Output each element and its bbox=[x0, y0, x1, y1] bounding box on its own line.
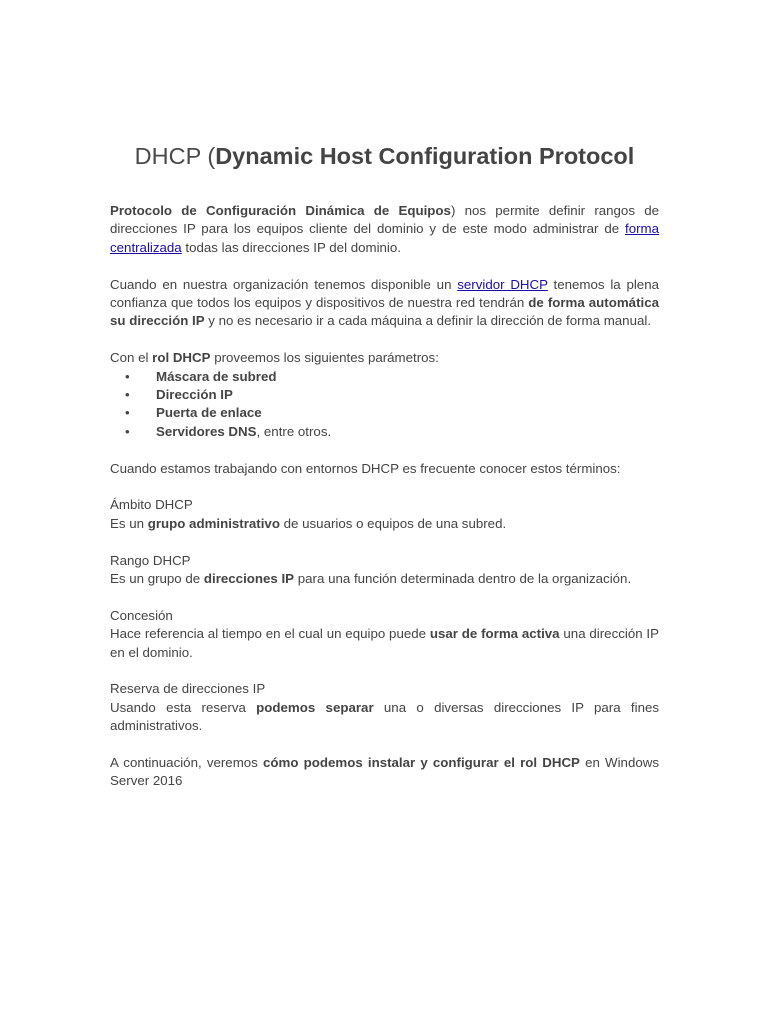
intro-text-1: ) nos permite definir rangos de direcciones IP para los equipos cliente del dominio y de este modo administrar de bbox=[110, 203, 659, 237]
term-text-1: Hace referencia al tiempo en el cual un equipo puede bbox=[110, 626, 430, 642]
term-text-2: de usuarios o equipos de una subred. bbox=[279, 515, 507, 531]
parameters-list bbox=[110, 368, 659, 442]
rol-paragraph bbox=[110, 349, 659, 367]
p3-bold: rol DHCP bbox=[152, 350, 211, 366]
bullet-icon: • bbox=[125, 423, 130, 439]
p3-text-1: Con el bbox=[110, 350, 153, 366]
intro-paragraph bbox=[110, 202, 659, 257]
p2-text-1: Cuando en nuestra organización tenemos disponible un bbox=[110, 276, 458, 292]
intro-bold: Protocolo de Configuración Dinámica de Equipos bbox=[110, 203, 451, 218]
dhcp-server-paragraph bbox=[110, 276, 659, 331]
servidor-dhcp-link[interactable]: servidor DHCP bbox=[457, 276, 548, 292]
bullet-icon: • bbox=[125, 405, 130, 421]
term-heading: Concesión bbox=[110, 607, 173, 623]
term-bold: grupo administrativo bbox=[147, 515, 280, 531]
page-title bbox=[110, 140, 659, 172]
document-body bbox=[110, 202, 659, 809]
term-text-2: una dirección IP en el dominio. bbox=[110, 626, 659, 660]
p2-text-2: tenemos la plena confianza que todos los equipos y dispositivos de nuestra red tendrán bbox=[110, 276, 659, 311]
param-label: Dirección IP bbox=[156, 387, 233, 403]
term-heading: Ámbito DHCP bbox=[110, 497, 193, 513]
closing-text-1: A continuación, veremos bbox=[110, 755, 263, 770]
list-item bbox=[110, 404, 659, 422]
closing-paragraph bbox=[110, 754, 659, 791]
param-label: Servidores DNS bbox=[156, 423, 257, 439]
term-bold: direcciones IP bbox=[203, 570, 295, 586]
term-reserva bbox=[110, 680, 659, 735]
term-text-1: Es un grupo de bbox=[110, 570, 204, 586]
term-rango bbox=[110, 552, 659, 589]
intro-text-2: todas las direcciones IP del dominio. bbox=[181, 239, 401, 255]
param-label: Puerta de enlace bbox=[156, 405, 262, 421]
term-heading: Reserva de direcciones IP bbox=[110, 681, 266, 697]
closing-text-2: en Windows Server 2016 bbox=[110, 755, 659, 789]
title-bold: Dynamic Host Configuration Protocol bbox=[215, 143, 635, 169]
term-ambito bbox=[110, 496, 659, 533]
term-text-1: Usando esta reserva bbox=[110, 699, 257, 715]
term-text-2: una o diversas direcciones IP para fines administrativos. bbox=[110, 699, 660, 734]
list-item bbox=[110, 368, 659, 386]
term-bold: podemos separar bbox=[256, 699, 374, 715]
p2-text-3: y no es necesario ir a cada máquina a definir la dirección de forma manual. bbox=[204, 313, 652, 329]
bullet-icon: • bbox=[125, 368, 130, 384]
p3-text-2: proveemos los siguientes parámetros: bbox=[210, 350, 439, 366]
list-item bbox=[110, 386, 659, 404]
list-item bbox=[110, 423, 659, 441]
bullet-icon: • bbox=[125, 387, 130, 403]
term-bold: usar de forma activa bbox=[429, 626, 560, 642]
term-concesion bbox=[110, 607, 659, 662]
terms-intro-paragraph: Cuando estamos trabajando con entornos DHCP es frecuente conocer estos términos: bbox=[110, 460, 621, 476]
param-rest: , entre otros. bbox=[256, 423, 332, 439]
term-text-2: para una función determinada dentro de la organización. bbox=[294, 570, 632, 586]
term-text-1: Es un bbox=[110, 515, 148, 531]
term-heading: Rango DHCP bbox=[110, 552, 191, 568]
p2-bold: de forma automática su dirección IP bbox=[110, 295, 659, 329]
title-prefix: DHCP ( bbox=[134, 143, 216, 169]
forma-centralizada-link[interactable]: forma centralizada bbox=[110, 221, 659, 255]
closing-bold: cómo podemos instalar y configurar el rol DHCP bbox=[262, 755, 580, 770]
param-label: Máscara de subred bbox=[156, 368, 277, 384]
